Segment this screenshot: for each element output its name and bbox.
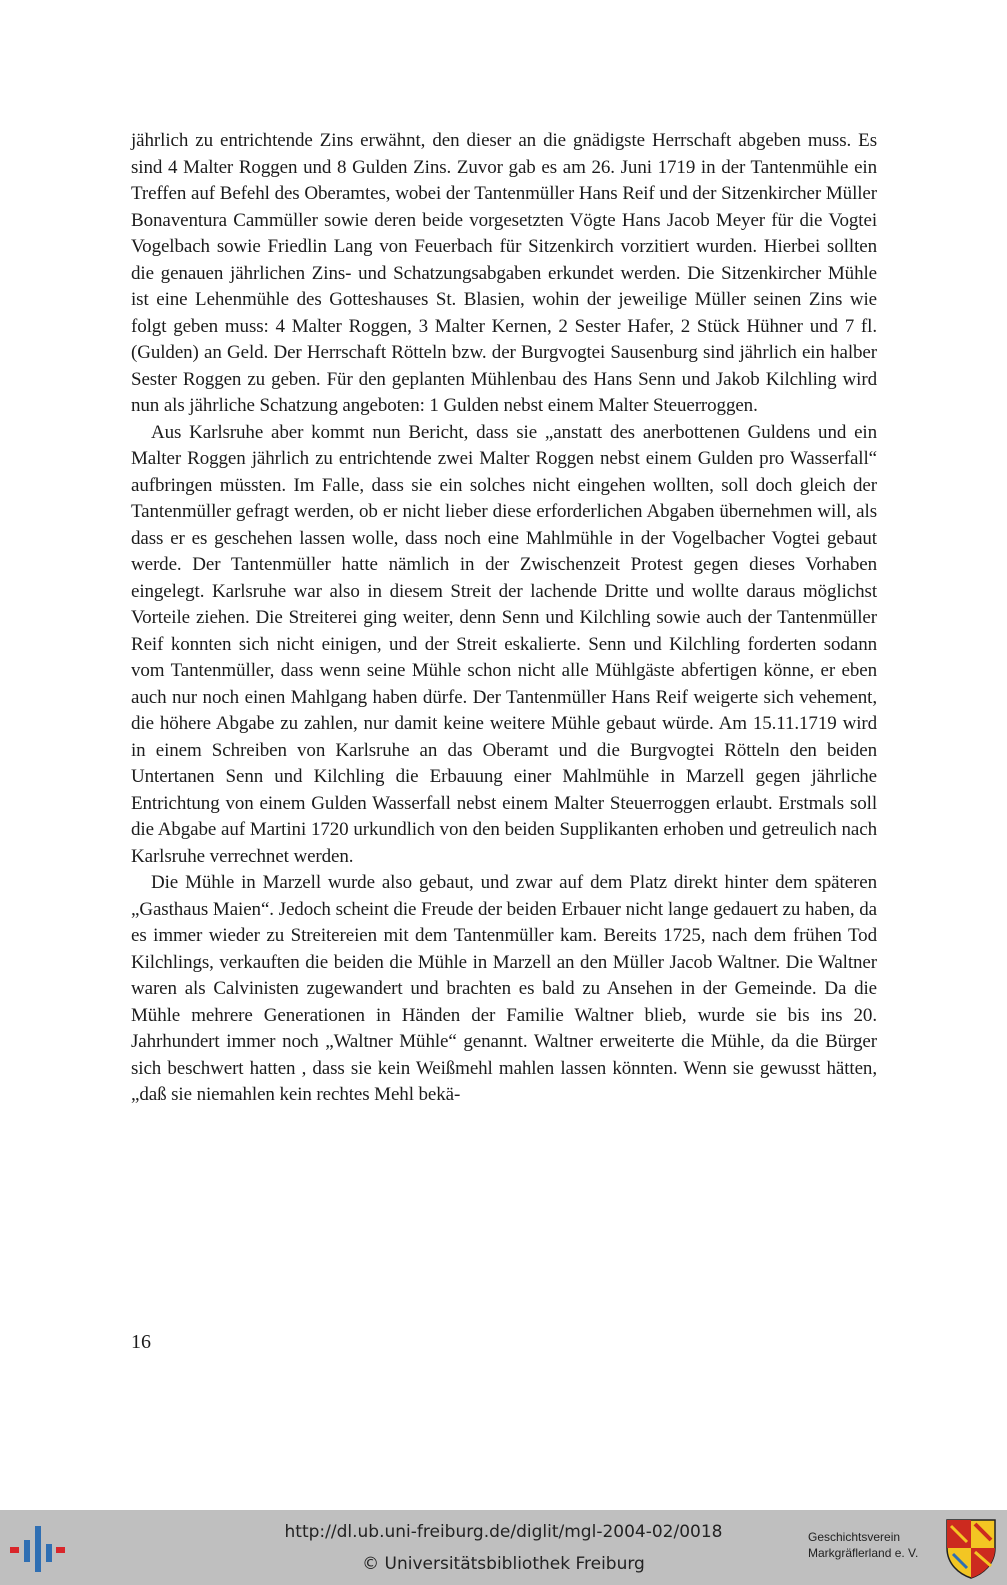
- society-name-line1: Geschichtsverein: [808, 1530, 901, 1544]
- body-text: [131, 128, 877, 1109]
- footer-copyright: © Universitätsbibliothek Freiburg: [362, 1554, 645, 1574]
- society-name-line2: Markgräflerland e. V.: [808, 1546, 919, 1560]
- paragraph-2: Aus Karlsruhe aber kommt nun Bericht, dass sie „anstatt des anerbottenen Guldens und ein Malter Roggen jährlich zu entrichtende zwei Malter Roggen nebst einem Gulden pro Wasserfall“ aufbringen müssten. Im Falle, dass sie ein solches nicht eingehen wollten, soll doch gleich der Tantenmüller gefragt werden, ob er nicht lieber diese erforderlichen Abgaben übernehmen will, als dass er es geschehen lassen wolle, dass noch eine Mahlmühle in der Vogelbacher Vogtei gebaut werde. Der Tantenmüller hatte nämlich in der Zwischenzeit Protest gegen dieses Vorhaben eingelegt. Karlsruhe war also in diesem Streit der lachende Dritte und wollte daraus möglichst Vorteile ziehen. Die Streiterei ging weiter, denn Senn und Kilchling sowie auch der Tantenmüller Reif konnten sich nicht einigen, und der Streit eskalierte. Senn und Kilchling forderten sodann vom Tantenmüller, dass wenn seine Mühle schon nicht alle Mühlgäste abfertigen könne, er eben auch nur noch einen Mahlgang haben dürfe. Der Tantenmüller Hans Reif weigerte sich vehement, die höhere Abgabe zu zahlen, nur damit keine weitere Mühle gebaut würde. Am 15.11.1719 wird in einem Schreiben von Karlsruhe an das Oberamt und die Burgvogtei Rötteln den beiden Untertanen Senn und Kilchling die Erbauung einer Mahlmühle in Marzell gegen jährliche Entrichtung von einem Gulden Wasserfall nebst einem Malter Steuerroggen erlaubt. Erstmals soll die Abgabe auf Martini 1720 urkundlich von den beiden Supplikanten erhoben und getreulich nach Karlsruhe verrechnet werden.: [131, 421, 877, 867]
- paragraph-3: Die Mühle in Marzell wurde also gebaut, und zwar auf dem Platz direkt hinter dem späteren „Gasthaus Maien“. Jedoch scheint die Freude der beiden Erbauer nicht lange gedauert zu haben, da es immer wieder zu Streitereien mit dem Tantenmüller kam. Bereits 1725, nach dem frühen Tod Kilchlings, verkauften die beiden die Mühle in Marzell an den Müller Jacob Waltner. Die Waltner waren als Calvinisten zugewandert und brachten es bald zu Ansehen in der Gemeinde. Da die Mühle mehrere Generationen in Händen der Familie Waltner blieb, wurde sie bis ins 20. Jahrhundert immer noch „Waltner Mühle“ genannt. Waltner erweiterte die Mühle, da die Bürger sich beschwert hatten , dass sie kein Weißmehl mahlen lassen könnten. Wenn sie gewusst hätten, „daß sie niemahlen kein rechtes Mehl bekä-: [131, 872, 877, 1105]
- page-number: 16: [131, 1331, 151, 1353]
- society-crest-icon: [945, 1518, 997, 1580]
- society-name: [808, 1529, 928, 1561]
- footer-bar: [0, 1510, 1007, 1585]
- ub-freiburg-logo-icon: [10, 1520, 68, 1578]
- paragraph-1: jährlich zu entrichtende Zins erwähnt, den dieser an die gnädigste Herrschaft abgeben muss. Es sind 4 Malter Roggen und 8 Gulden Zins. Zuvor gab es am 26. Juni 1719 in der Tantenmühle ein Treffen auf Befehl des Oberamtes, wobei der Tantenmüller Hans Reif und der Sitzenkircher Müller Bonaventura Cammüller sowie deren beide vorgesetzten Vögte Hans Jacob Meyer für die Vogtei Vogelbach sowie Friedlin Lang von Feuerbach für Sitzenkirch vorzitiert wurden. Hierbei sollten die genauen jährlichen Zins- und Schatzungsabgaben erkundet werden. Die Sitzenkircher Mühle ist eine Lehenmühle des Gotteshauses St. Blasien, wohin der jeweilige Müller seinen Zins wie folgt geben muss: 4 Malter Roggen, 3 Malter Kernen, 2 Sester Hafer, 2 Stück Hühner und 7 fl. (Gulden) an Geld. Der Herrschaft Rötteln bzw. der Burgvogtei Sausenburg sind jährlich ein halber Sester Roggen zu geben. Für den geplanten Mühlenbau des Hans Senn und Jakob Kilchling wird nun als jährliche Schatzung angeboten: 1 Gulden nebst einem Malter Steuerroggen.: [131, 130, 877, 416]
- footer-url-link[interactable]: http://dl.ub.uni-freiburg.de/diglit/mgl-2004-02/0018: [284, 1522, 723, 1542]
